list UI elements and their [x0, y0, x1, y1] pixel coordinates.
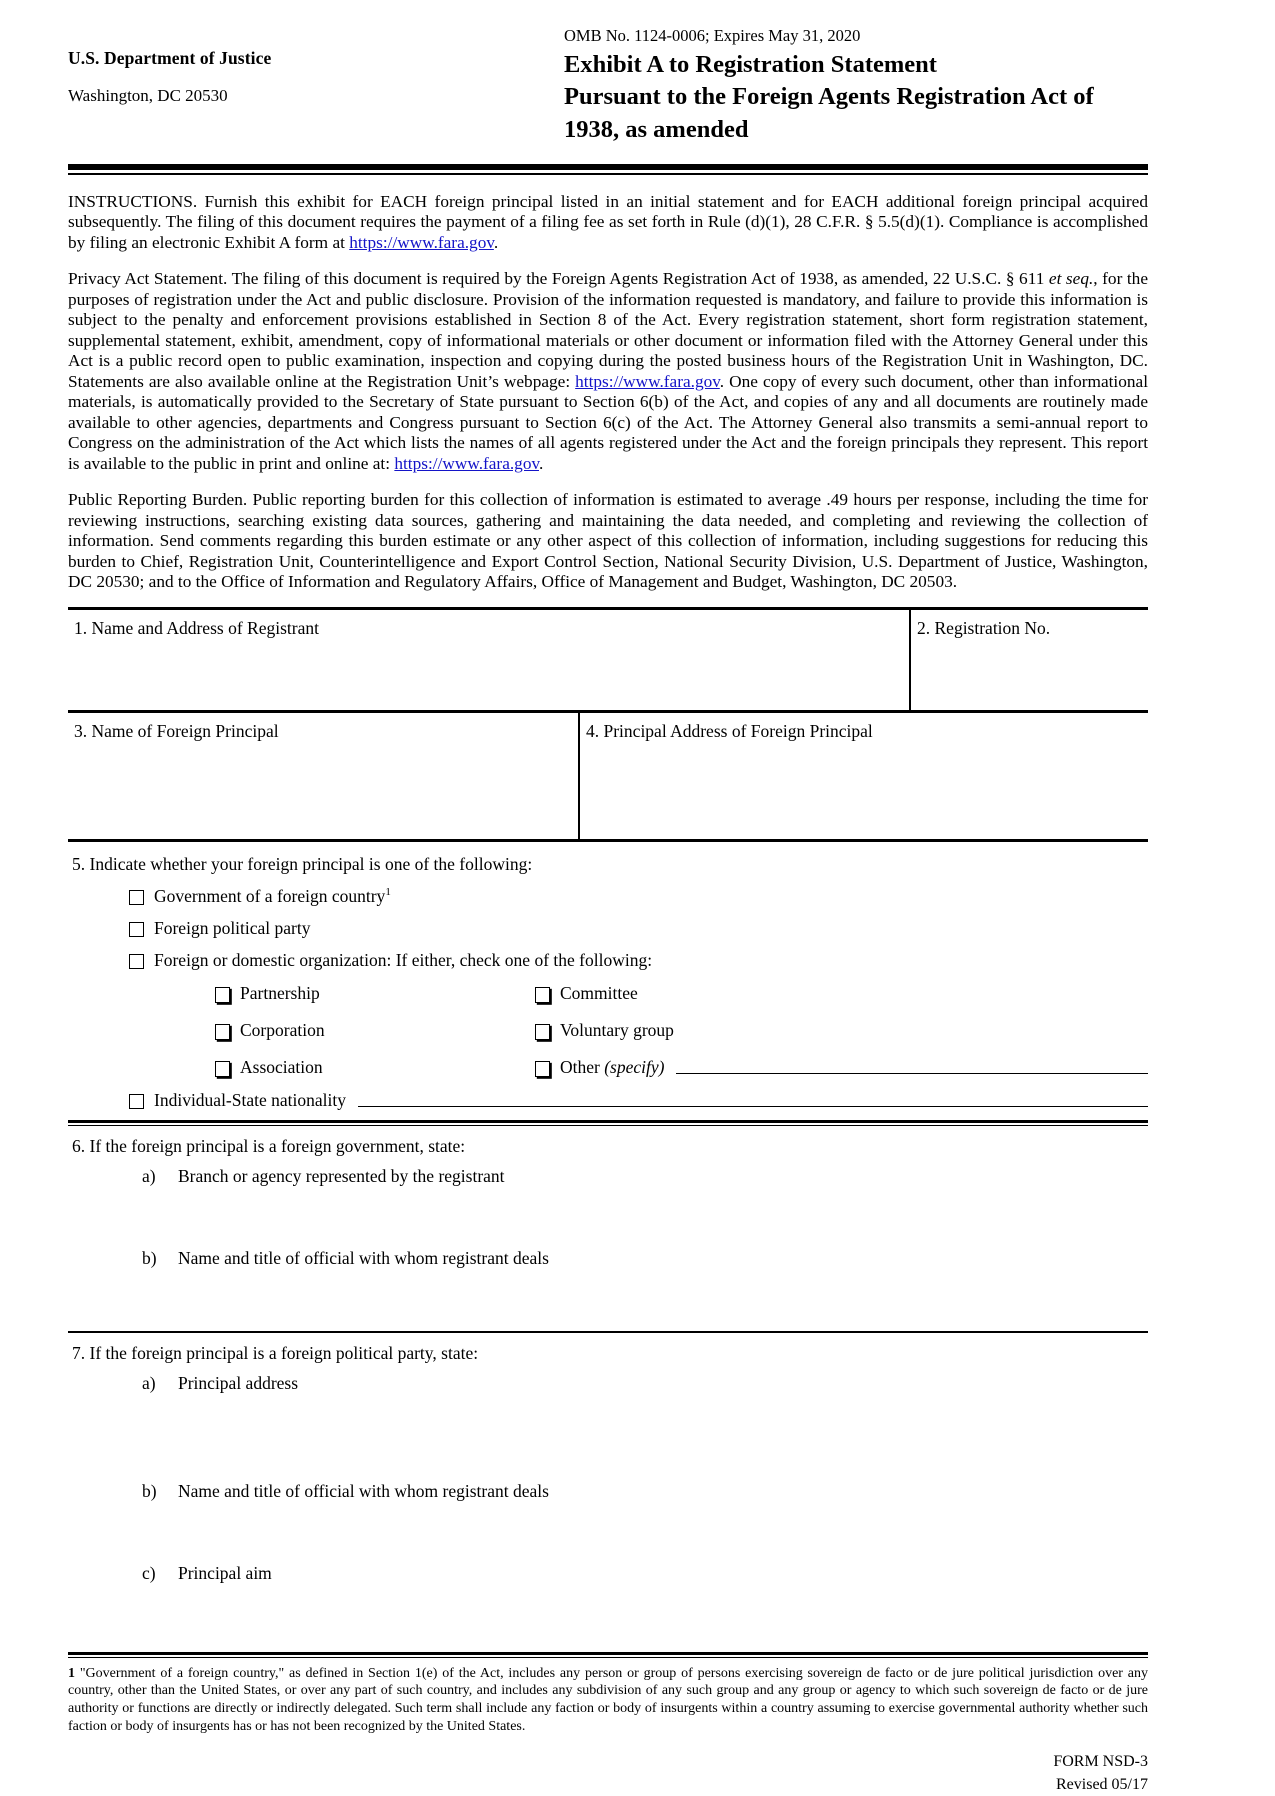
section-6-item-a [68, 1166, 1148, 1187]
checkbox-icon[interactable] [535, 987, 550, 1003]
fara-link-instructions[interactable]: https://www.fara.gov [349, 232, 494, 252]
checkbox-icon[interactable] [129, 922, 144, 937]
item-label: Name and title of official with whom registrant deals [178, 1247, 549, 1268]
privacy-text-4: . [538, 453, 544, 473]
organization-right-column [535, 983, 1148, 1078]
checkbox-icon[interactable] [535, 1024, 550, 1040]
privacy-act-paragraph [68, 269, 1148, 474]
field-registrant-name-address[interactable] [68, 610, 911, 710]
checkbox-foreign-political-party[interactable] [68, 918, 1148, 939]
checkbox-specify-hint: (specify) [604, 1056, 665, 1077]
field-row-2 [68, 711, 1148, 842]
item-label: Principal aim [178, 1562, 272, 1583]
privacy-text-2: , for the purposes of registration under the Act and public disclosure. Provision of the information requested is mandatory, and failure to provide this information is subject to the penalty and enforcement provisions established in Section 8 of the Act. Every registration statement, short form registration statement, supplemental statement, exhibit, amendment, copy of informational materials or other document or information filed with the Attorney General under this Act is a public record open to public examination, inspection and copying during the posted business hours of the Registration Unit in Washington, DC. Statements are also available online at the Registration Unit’s webpage: [68, 269, 1148, 391]
section-7 [68, 1333, 1148, 1636]
field-2-label: 2. Registration No. [917, 617, 1051, 638]
checkbox-label: Government of a foreign country [154, 885, 386, 906]
instructions-text: INSTRUCTIONS. Furnish this exhibit for EACH foreign principal listed in an initial statement and for EACH additional foreign principal acquired subsequently. The filing of this document requires the payment of a filing fee as set forth in Rule (d)(1), 28 C.F.R. § 5.5(d)(1). Compliance is accomplished by filing an electronic Exhibit A form at [68, 191, 1148, 252]
footnote-body: "Government of a foreign country," as defined in Section 1(e) of the Act, includes any person or group of persons exercising sovereign de facto or de jure political jurisdiction over any country, other than the United States, or over any part of such country, and includes any subdivision of any such group and any group or agency to which such sovereign de facto or de jure authority or functions are directly or indirectly delegated. Such term shall include any faction or body of insurgents within a country assuming to exercise governmental authority whether such faction or body of insurgents has or has not been recognized by the United States. [68, 1665, 1148, 1734]
footnote-marker: 1 [68, 1665, 75, 1681]
checkbox-icon[interactable] [215, 987, 230, 1003]
section-5 [68, 842, 1148, 1111]
section-6-answer-a[interactable] [68, 1187, 1148, 1239]
item-letter: b) [142, 1480, 157, 1501]
section-7-heading: 7. If the foreign principal is a foreign political party, state: [72, 1342, 479, 1363]
fara-link-privacy-2[interactable]: https://www.fara.gov [394, 453, 539, 473]
checkbox-foreign-or-domestic-organization[interactable] [68, 950, 1148, 971]
organization-left-column [215, 983, 535, 1078]
field-4-label: 4. Principal Address of Foreign Principal [586, 720, 873, 741]
form-title-line-3: 1938, as amended [564, 115, 749, 143]
item-label: Name and title of official with whom registrant deals [178, 1480, 549, 1501]
checkbox-label: Partnership [240, 982, 320, 1003]
section-6 [68, 1126, 1148, 1331]
checkbox-icon[interactable] [129, 1094, 144, 1109]
form-revision-date: Revised 05/17 [1056, 1775, 1148, 1793]
title-block [498, 26, 1148, 146]
checkbox-label: Other [560, 1056, 605, 1077]
checkbox-label: Corporation [240, 1019, 325, 1040]
item-label: Principal address [178, 1372, 299, 1393]
department-city: Washington, DC 20530 [68, 86, 228, 105]
page-header [68, 26, 1148, 146]
omb-number: OMB No. 1124-0006; Expires May 31, 2020 [564, 26, 861, 45]
checkbox-association[interactable] [215, 1057, 535, 1078]
section-5-heading: 5. Indicate whether your foreign principal is one of the following: [72, 853, 533, 874]
form-footer [68, 1750, 1148, 1796]
checkbox-label: Foreign or domestic organization: If either, check one of the following: [154, 949, 653, 970]
department-name: U.S. Department of Justice [68, 48, 272, 68]
checkbox-other[interactable] [535, 1057, 1148, 1078]
checkbox-corporation[interactable] [215, 1020, 535, 1041]
individual-nationality-input[interactable] [358, 1106, 1148, 1107]
section-7-answer-c[interactable] [68, 1584, 1148, 1636]
field-foreign-principal-name[interactable] [68, 713, 580, 839]
fara-link-privacy-1[interactable]: https://www.fara.gov [575, 371, 720, 391]
footnote-text [68, 1665, 1148, 1736]
form-number: FORM NSD-3 [1053, 1752, 1148, 1770]
checkbox-label: Foreign political party [154, 917, 311, 938]
checkbox-icon[interactable] [129, 890, 144, 905]
section-6-item-b [68, 1248, 1148, 1269]
footnote-divider [68, 1652, 1148, 1658]
public-reporting-burden-paragraph: Public Reporting Burden. Public reporting burden for this collection of information is estimated to average .49 hours per response, including the time for reviewing instructions, searching existing data sources, gathering and maintaining the data needed, and completing and reviewing the collection of information. Send comments regarding this burden estimate or any other aspect of this collection of information, including suggestions for reducing this burden to Chief, Registration Unit, Counterintelligence and Export Control Section, National Security Division, U.S. Department of Justice, Washington, DC 20530; and to the Office of Information and Regulatory Affairs, Office of Management and Budget, Washington, DC 20503. [68, 490, 1148, 592]
organization-type-columns [68, 983, 1148, 1078]
field-row-1 [68, 607, 1148, 711]
checkbox-voluntary-group[interactable] [535, 1020, 1148, 1041]
section-7-item-c [68, 1563, 1148, 1584]
section-7-item-a [68, 1373, 1148, 1394]
checkbox-label: Individual-State nationality [154, 1089, 346, 1110]
section-6-answer-b[interactable] [68, 1269, 1148, 1331]
checkbox-committee[interactable] [535, 983, 1148, 1004]
field-foreign-principal-address[interactable] [580, 713, 1148, 839]
privacy-text-1: Privacy Act Statement. The filing of this document is required by the Foreign Agents Registration Act of 1938, as amended, 22 U.S.C. § 611 [68, 269, 1049, 289]
instructions-paragraph [68, 192, 1148, 253]
checkbox-icon[interactable] [215, 1061, 230, 1077]
field-registration-number[interactable] [911, 610, 1148, 710]
section-7-answer-b[interactable] [68, 1502, 1148, 1554]
checkbox-icon[interactable] [535, 1061, 550, 1077]
item-letter: b) [142, 1247, 157, 1268]
privacy-etseq: et seq. [1048, 269, 1094, 289]
checkbox-label: Voluntary group [560, 1019, 674, 1040]
footnote-marker: 1 [385, 885, 391, 898]
item-label: Branch or agency represented by the registrant [178, 1165, 505, 1186]
checkbox-partnership[interactable] [215, 983, 535, 1004]
form-fields-block [68, 607, 1148, 842]
item-letter: c) [142, 1562, 156, 1583]
header-divider [68, 164, 1148, 175]
checkbox-individual-state-nationality[interactable] [68, 1090, 1148, 1111]
checkbox-label: Committee [560, 982, 638, 1003]
instructions-period: . [493, 232, 499, 252]
section-7-answer-a[interactable] [68, 1394, 1148, 1472]
agency-block [68, 26, 498, 106]
field-3-label: 3. Name of Foreign Principal [74, 720, 279, 741]
section-6-heading: 6. If the foreign principal is a foreign government, state: [72, 1135, 466, 1156]
checkbox-label: Association [240, 1056, 323, 1077]
section-7-item-b [68, 1481, 1148, 1502]
checkbox-icon[interactable] [215, 1024, 230, 1040]
other-specify-input[interactable] [676, 1073, 1148, 1074]
form-title-line-2: Pursuant to the Foreign Agents Registration Act of [564, 83, 1094, 111]
checkbox-icon[interactable] [129, 954, 144, 969]
checkbox-government-of-foreign-country[interactable] [68, 886, 1148, 907]
item-letter: a) [142, 1372, 156, 1393]
item-letter: a) [142, 1165, 156, 1186]
form-title-line-1: Exhibit A to Registration Statement [564, 51, 937, 78]
field-1-label: 1. Name and Address of Registrant [74, 617, 319, 638]
privacy-text-3: . One copy of every such document, other than informational materials, is automatically provided to the Secretary of State pursuant to Section 6(b) of the Act, and copies of any and all documents are routinely made available to other agencies, departments and Congress pursuant to Section 6(c) of the Act. The Attorney General also transmits a semi-annual report to Congress on the administration of the Act which lists the names of all agents registered under the Act and the foreign principals they represent. This report is available to the public in print and online at: [68, 371, 1148, 473]
